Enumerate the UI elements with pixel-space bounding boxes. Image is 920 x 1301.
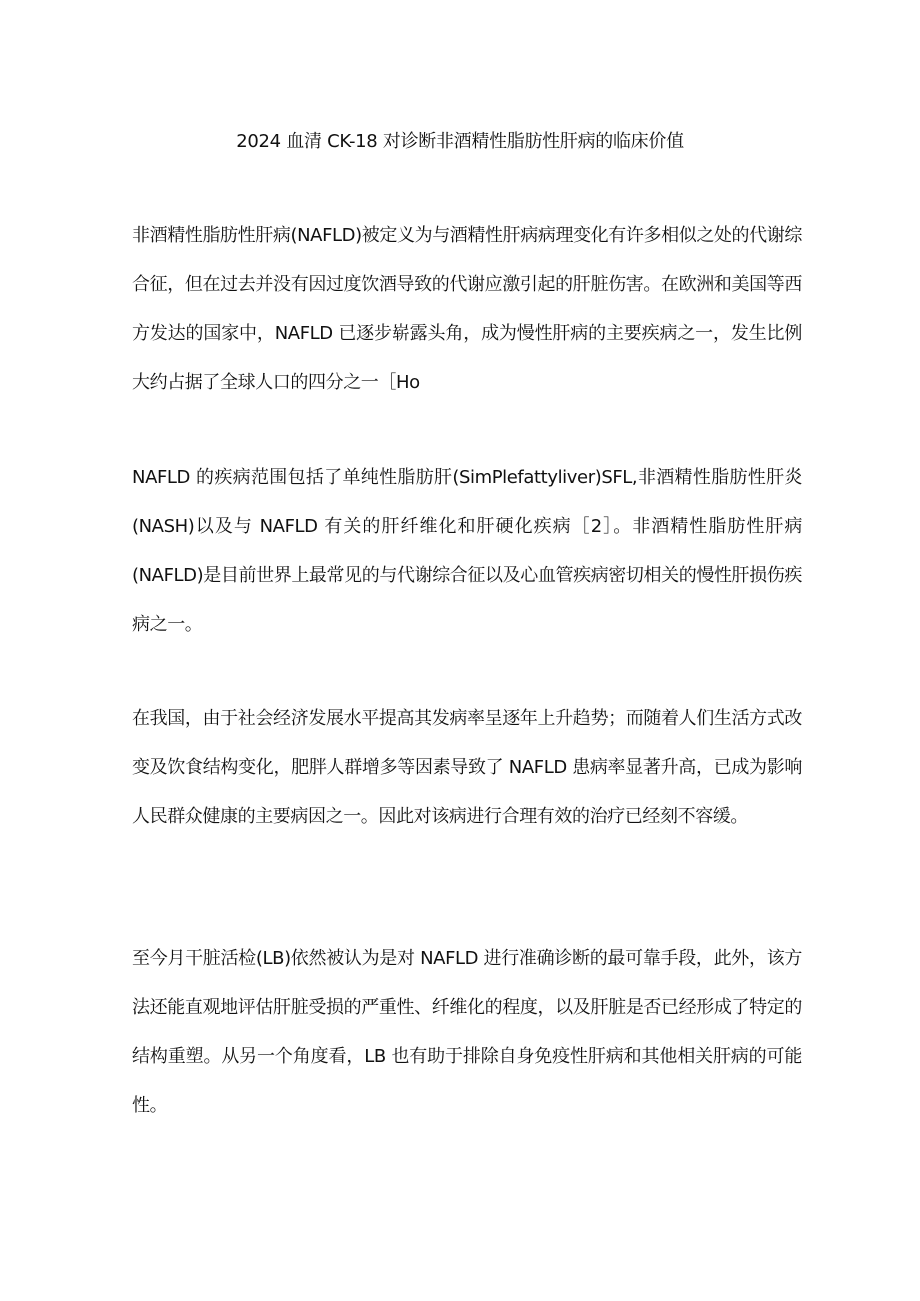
paragraph-china-prevalence: 在我国，由于社会经济发展水平提高其发病率呈逐年上升趋势；而随着人们生活方式改变及饮食结构变化，肥胖人群增多等因素导致了 NAFLD 患病率显著升高，已成为影响人民群众健康的主要病因之一。因此对该病进行合理有效的治疗已经刻不容缓。 [132,708,802,827]
paragraph-disease-spectrum: NAFLD 的疾病范围包括了单纯性脂肪肝(SimPlefattyliver)SFL,非酒精性脂肪性肝炎(NASH)以及与 NAFLD 有关的肝纤维化和肝硬化疾病［2］。非酒精性脂肪性肝病(NAFLD)是目前世界上最常见的与代谢综合征以及心血管疾病密切相关的慢性肝损伤疾病之一。 [132,467,802,635]
paragraph-nafld-definition: 非酒精性脂肪性肝病(NAFLD)被定义为与酒精性肝病病理变化有许多相似之处的代谢综合征，但在过去并没有因过度饮酒导致的代谢应激引起的肝脏伤害。在欧洲和美国等西方发达的国家中，NAFLD 已逐步崭露头角，成为慢性肝病的主要疾病之一，发生比例大约占据了全球人口的四分之一［Ho [132,225,802,393]
paragraph-liver-biopsy: 至今月干脏活检(LB)依然被认为是对 NAFLD 进行准确诊断的最可靠手段，此外，该方法还能直观地评估肝脏受损的严重性、纤维化的程度，以及肝脏是否已经形成了特定的结构重塑。从另一个角度看，LB 也有助于排除自身免疫性肝病和其他相关肝病的可能性。 [132,948,802,1116]
document-title: 2024 血清 CK-18 对诊断非酒精性脂肪性肝病的临床价值 [236,131,684,152]
